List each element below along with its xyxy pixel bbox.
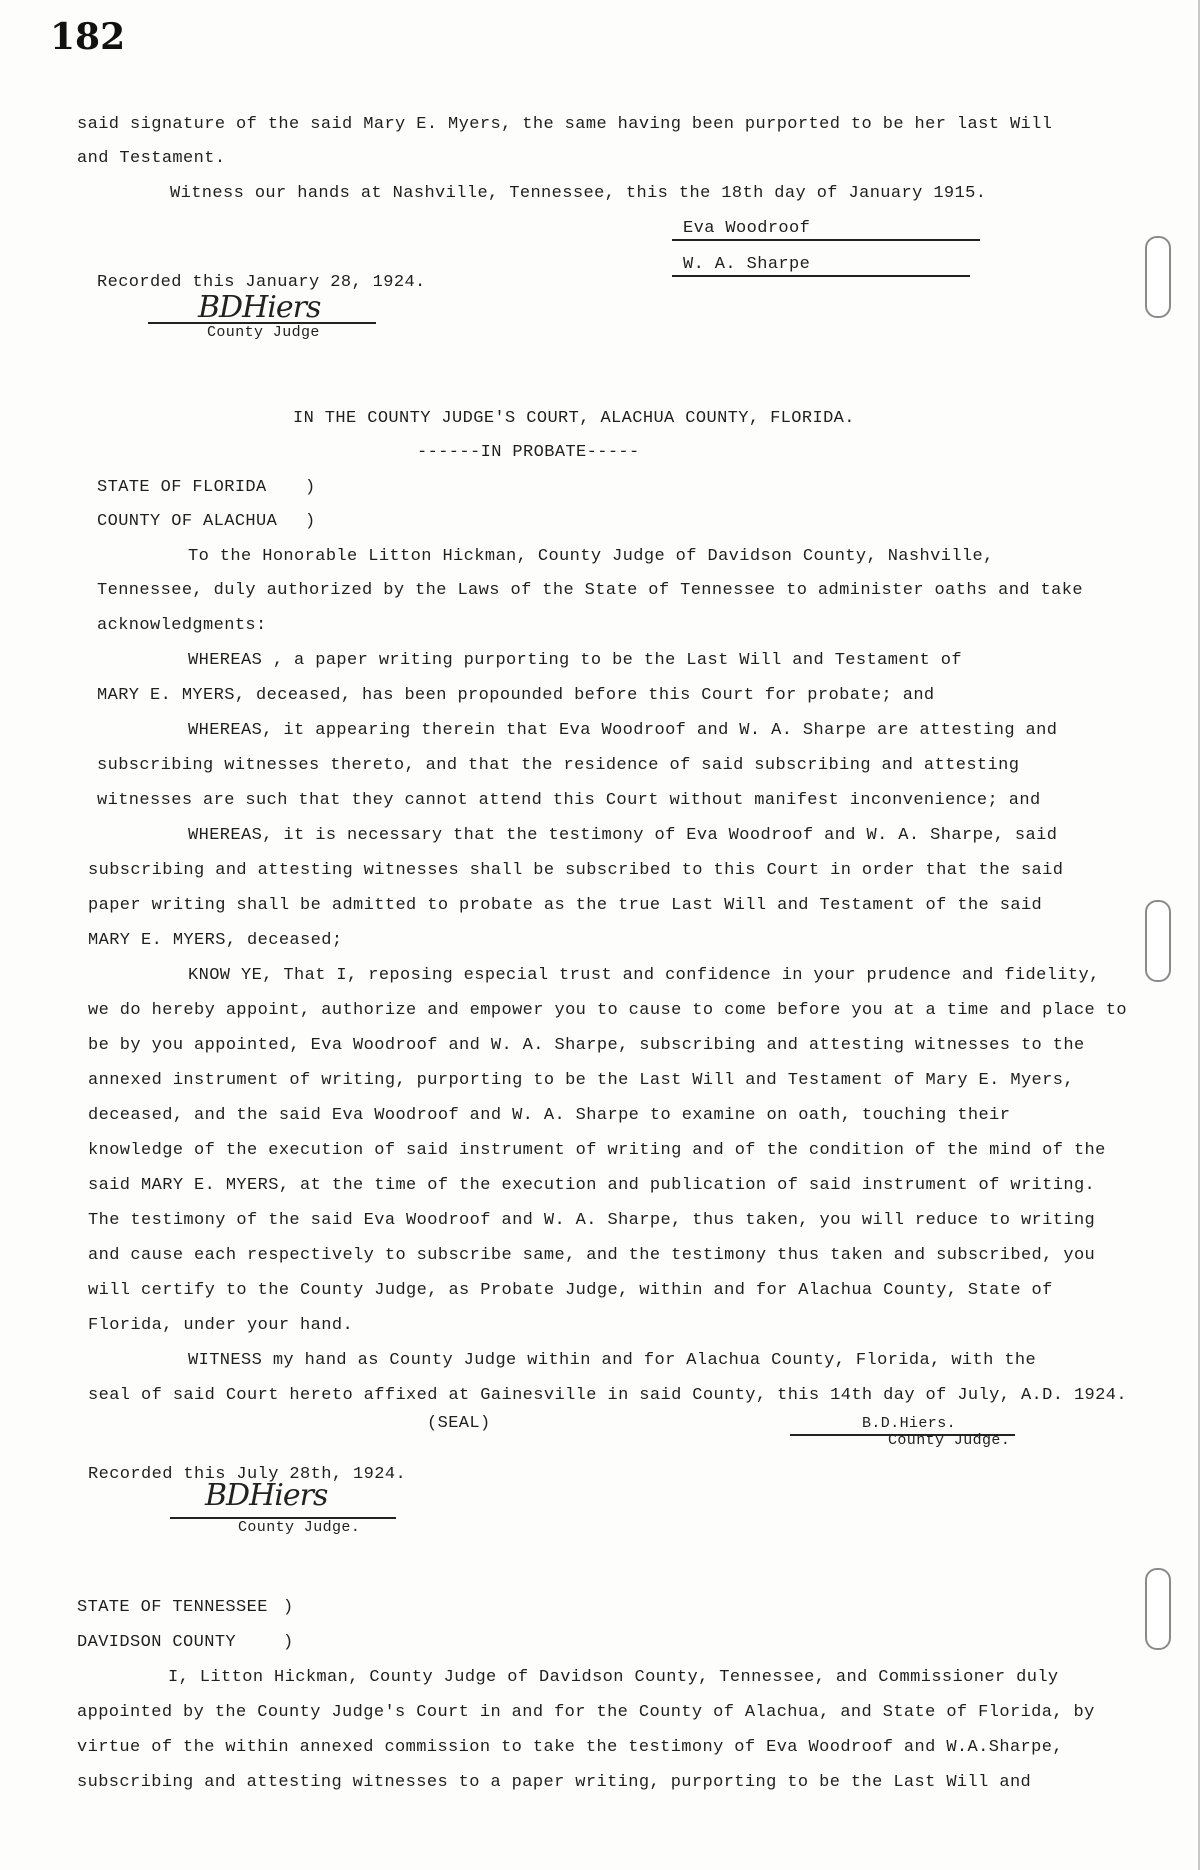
text-line: said signature of the said Mary E. Myers, the same having been purported to be her last Will bbox=[77, 115, 1053, 134]
body-line: WHEREAS, it is necessary that the testimony of Eva Woodroof and W. A. Sharpe, said bbox=[188, 826, 1058, 845]
body-line: annexed instrument of writing, purporting to be the Last Will and Testament of Mary E. Myers, bbox=[88, 1071, 1074, 1090]
body-line: WHEREAS, it appearing therein that Eva Woodroof and W. A. Sharpe are attesting and bbox=[188, 721, 1058, 740]
signature-line bbox=[672, 239, 980, 241]
binder-hole bbox=[1145, 900, 1171, 982]
body-line: paper writing shall be admitted to probate as the true Last Will and Testament of the said bbox=[88, 896, 1043, 915]
body-line: and cause each respectively to subscribe same, and the testimony thus taken and subscribed, you bbox=[88, 1246, 1096, 1265]
body-line: witnesses are such that they cannot attend this Court without manifest inconvenience; and bbox=[97, 791, 1041, 810]
page-number: 182 bbox=[50, 16, 126, 58]
signature-line bbox=[672, 275, 970, 277]
venue-state: STATE OF FLORIDA bbox=[97, 478, 267, 497]
closing-line: appointed by the County Judge's Court in and for the County of Alachua, and State of Florida, by bbox=[77, 1703, 1095, 1722]
body-line: The testimony of the said Eva Woodroof and W. A. Sharpe, thus taken, you will reduce to writing bbox=[88, 1211, 1096, 1230]
venue-bracket: ) bbox=[283, 1598, 294, 1617]
venue-county: COUNTY OF ALACHUA bbox=[97, 512, 278, 531]
body-line: subscribing and attesting witnesses shall be subscribed to this Court in order that the said bbox=[88, 861, 1064, 880]
body-line: subscribing witnesses thereto, and that the residence of said subscribing and attesting bbox=[97, 756, 1020, 775]
county-judge-label: County Judge bbox=[207, 324, 320, 341]
court-header: IN THE COUNTY JUDGE'S COURT, ALACHUA COUNTY, FLORIDA. bbox=[293, 409, 855, 428]
county-judge-label: County Judge. bbox=[238, 1519, 361, 1536]
body-line: MARY E. MYERS, deceased, has been propounded before this Court for probate; and bbox=[97, 686, 935, 705]
witness-statement: Witness our hands at Nashville, Tennessee, this the 18th day of January 1915. bbox=[170, 184, 987, 203]
body-line: To the Honorable Litton Hickman, County Judge of Davidson County, Nashville, bbox=[188, 547, 994, 566]
body-line: will certify to the County Judge, as Probate Judge, within and for Alachua County, State of bbox=[88, 1281, 1053, 1300]
venue-bracket: ) bbox=[305, 512, 316, 531]
recorded-date: Recorded this July 28th, 1924. bbox=[88, 1465, 407, 1484]
recorded-date: Recorded this January 28, 1924. bbox=[97, 273, 426, 292]
body-line: knowledge of the execution of said instrument of writing and of the condition of the mind of the bbox=[88, 1141, 1106, 1160]
witness-signature-1: Eva Woodroof bbox=[683, 219, 811, 238]
probate-label: ------IN PROBATE----- bbox=[417, 443, 640, 462]
venue-state: STATE OF TENNESSEE bbox=[77, 1598, 268, 1617]
seal-label: (SEAL) bbox=[427, 1414, 491, 1433]
witness-signature-2: W. A. Sharpe bbox=[683, 255, 811, 274]
body-line: be by you appointed, Eva Woodroof and W. A. Sharpe, subscribing and attesting witnesses to the bbox=[88, 1036, 1085, 1055]
closing-line: virtue of the within annexed commission to take the testimony of Eva Woodroof and W.A.Sharpe, bbox=[77, 1738, 1063, 1757]
handwritten-signature: BDHiers bbox=[205, 1478, 328, 1513]
body-line: Florida, under your hand. bbox=[88, 1316, 354, 1335]
binder-hole bbox=[1145, 1568, 1171, 1650]
judge-signature: B.D.Hiers. bbox=[862, 1415, 957, 1432]
body-line: Tennessee, duly authorized by the Laws of the State of Tennessee to administer oaths and take bbox=[97, 581, 1083, 600]
body-line: acknowledgments: bbox=[97, 616, 267, 635]
venue-bracket: ) bbox=[283, 1633, 294, 1652]
body-line: MARY E. MYERS, deceased; bbox=[88, 931, 343, 950]
binder-hole bbox=[1145, 236, 1171, 318]
text-line: and Testament. bbox=[77, 149, 226, 168]
closing-line: subscribing and attesting witnesses to a paper writing, purporting to be the Last Will and bbox=[77, 1773, 1032, 1792]
body-line: WITNESS my hand as County Judge within and for Alachua County, Florida, with the bbox=[188, 1351, 1037, 1370]
body-line: said MARY E. MYERS, at the time of the execution and publication of said instrument of writing. bbox=[88, 1176, 1096, 1195]
judge-title: County Judge. bbox=[888, 1432, 1011, 1449]
body-line: KNOW YE, That I, reposing especial trust and confidence in your prudence and fidelity, bbox=[188, 966, 1100, 985]
body-line: we do hereby appoint, authorize and empower you to cause to come before you at a time and place to bbox=[88, 1001, 1127, 1020]
venue-bracket: ) bbox=[305, 478, 316, 497]
closing-line: I, Litton Hickman, County Judge of Davidson County, Tennessee, and Commissioner duly bbox=[168, 1668, 1059, 1687]
handwritten-signature: BDHiers bbox=[198, 290, 321, 325]
body-line: WHEREAS , a paper writing purporting to be the Last Will and Testament of bbox=[188, 651, 962, 670]
body-line: seal of said Court hereto affixed at Gainesville in said County, this 14th day of July, A.D. 1924. bbox=[88, 1386, 1127, 1405]
body-line: deceased, and the said Eva Woodroof and W. A. Sharpe to examine on oath, touching their bbox=[88, 1106, 1011, 1125]
venue-county: DAVIDSON COUNTY bbox=[77, 1633, 237, 1652]
